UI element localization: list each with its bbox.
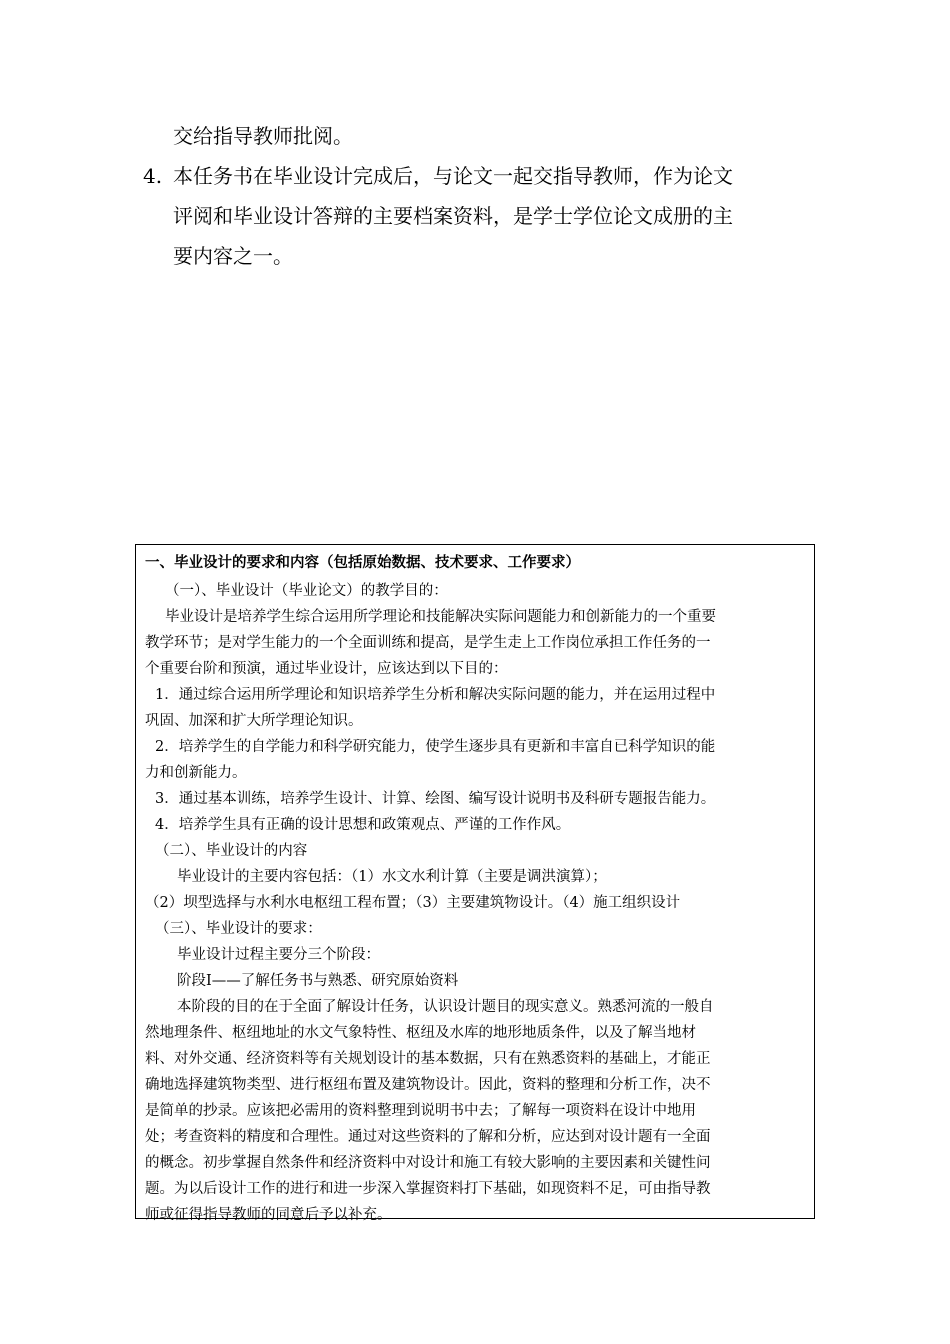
text-line: 然地理条件、枢纽地址的水文气象特性、枢纽及水库的地形地质条件，以及了解当地材 xyxy=(145,1025,696,1041)
text-line: （一）、毕业设计（毕业论文）的教学目的： xyxy=(165,583,448,599)
text-line: 师或征得指导教师的同意后予以补充。 xyxy=(145,1207,392,1223)
text-line: 处；考查资料的精度和合理性。通过对这些资料的了解和分析，应达到对设计题有一全面 xyxy=(145,1129,711,1145)
text-line: 料、对外交通、经济资料等有关规划设计的基本数据，只有在熟悉资料的基础上，才能正 xyxy=(145,1051,711,1067)
text-line: 2．培养学生的自学能力和科学研究能力，使学生逐步具有更新和丰富自已科学知识的能 xyxy=(155,739,716,755)
text-line: 力和创新能力。 xyxy=(145,765,247,781)
item-4-line-3: 要内容之一。 xyxy=(173,244,293,268)
text-line: 本阶段的目的在于全面了解设计任务，认识设计题目的现实意义。熟悉河流的一般自 xyxy=(177,999,714,1015)
text-line: 确地选择建筑物类型、进行枢纽布置及建筑物设计。因此，资料的整理和分析工作，决不 xyxy=(145,1077,711,1093)
text-line: 1．通过综合运用所学理论和知识培养学生分析和解决实际问题的能力，并在运用过程中 xyxy=(155,687,716,703)
item-4-text-1: 本任务书在毕业设计完成后，与论文一起交指导教师，作为论文 xyxy=(173,164,733,188)
item-4-number: 4. xyxy=(143,164,163,188)
top-paragraphs xyxy=(143,116,808,276)
text-line: （三）、毕业设计的要求： xyxy=(155,921,322,937)
text-line: 教学环节；是对学生能力的一个全面训练和提高，是学生走上工作岗位承担工作任务的一 xyxy=(145,635,711,651)
text-line: 是简单的抄录。应该把必需用的资料整理到说明书中去；了解每一项资料在设计中地用 xyxy=(145,1103,696,1119)
section-heading: 一、毕业设计的要求和内容（包括原始数据、技术要求、工作要求） xyxy=(145,555,580,571)
text-line: 的概念。初步掌握自然条件和经济资料中对设计和施工有较大影响的主要因素和关键性问 xyxy=(145,1155,711,1171)
text-line: 毕业设计是培养学生综合运用所学理论和技能解决实际问题能力和创新能力的一个重要 xyxy=(165,609,716,625)
text-line: 毕业设计的主要内容包括：（1）水文水利计算（主要是调洪演算）； xyxy=(177,869,607,885)
text-line: 3．通过基本训练，培养学生设计、计算、绘图、编写设计说明书及科研专题报告能力。 xyxy=(155,791,716,807)
item-4-line-2: 评阅和毕业设计答辩的主要档案资料，是学士学位论文成册的主 xyxy=(173,204,733,228)
text-line: （二）、毕业设计的内容 xyxy=(155,843,308,859)
text-line: 题。为以后设计工作的进行和进一步深入掌握资料打下基础，如现资料不足，可由指导教 xyxy=(145,1181,711,1197)
text-line: 巩固、加深和扩大所学理论知识。 xyxy=(145,713,363,729)
text-line: 毕业设计过程主要分三个阶段： xyxy=(177,947,380,963)
item-4-line-1 xyxy=(143,156,808,196)
text-line: 阶段Ⅰ——了解任务书与熟悉、研究原始资料 xyxy=(177,973,459,989)
continued-line: 交给指导教师批阅。 xyxy=(173,124,353,148)
text-line: （2）坝型选择与水利水电枢纽工程布置；（3）主要建筑物设计。（4）施工组织设计 xyxy=(145,895,681,911)
text-line: 个重要台阶和预演，通过毕业设计，应该达到以下目的： xyxy=(145,661,508,677)
text-line: 4．培养学生具有正确的设计思想和政策观点、严谨的工作作风。 xyxy=(155,817,571,833)
requirements-box xyxy=(135,544,815,1223)
